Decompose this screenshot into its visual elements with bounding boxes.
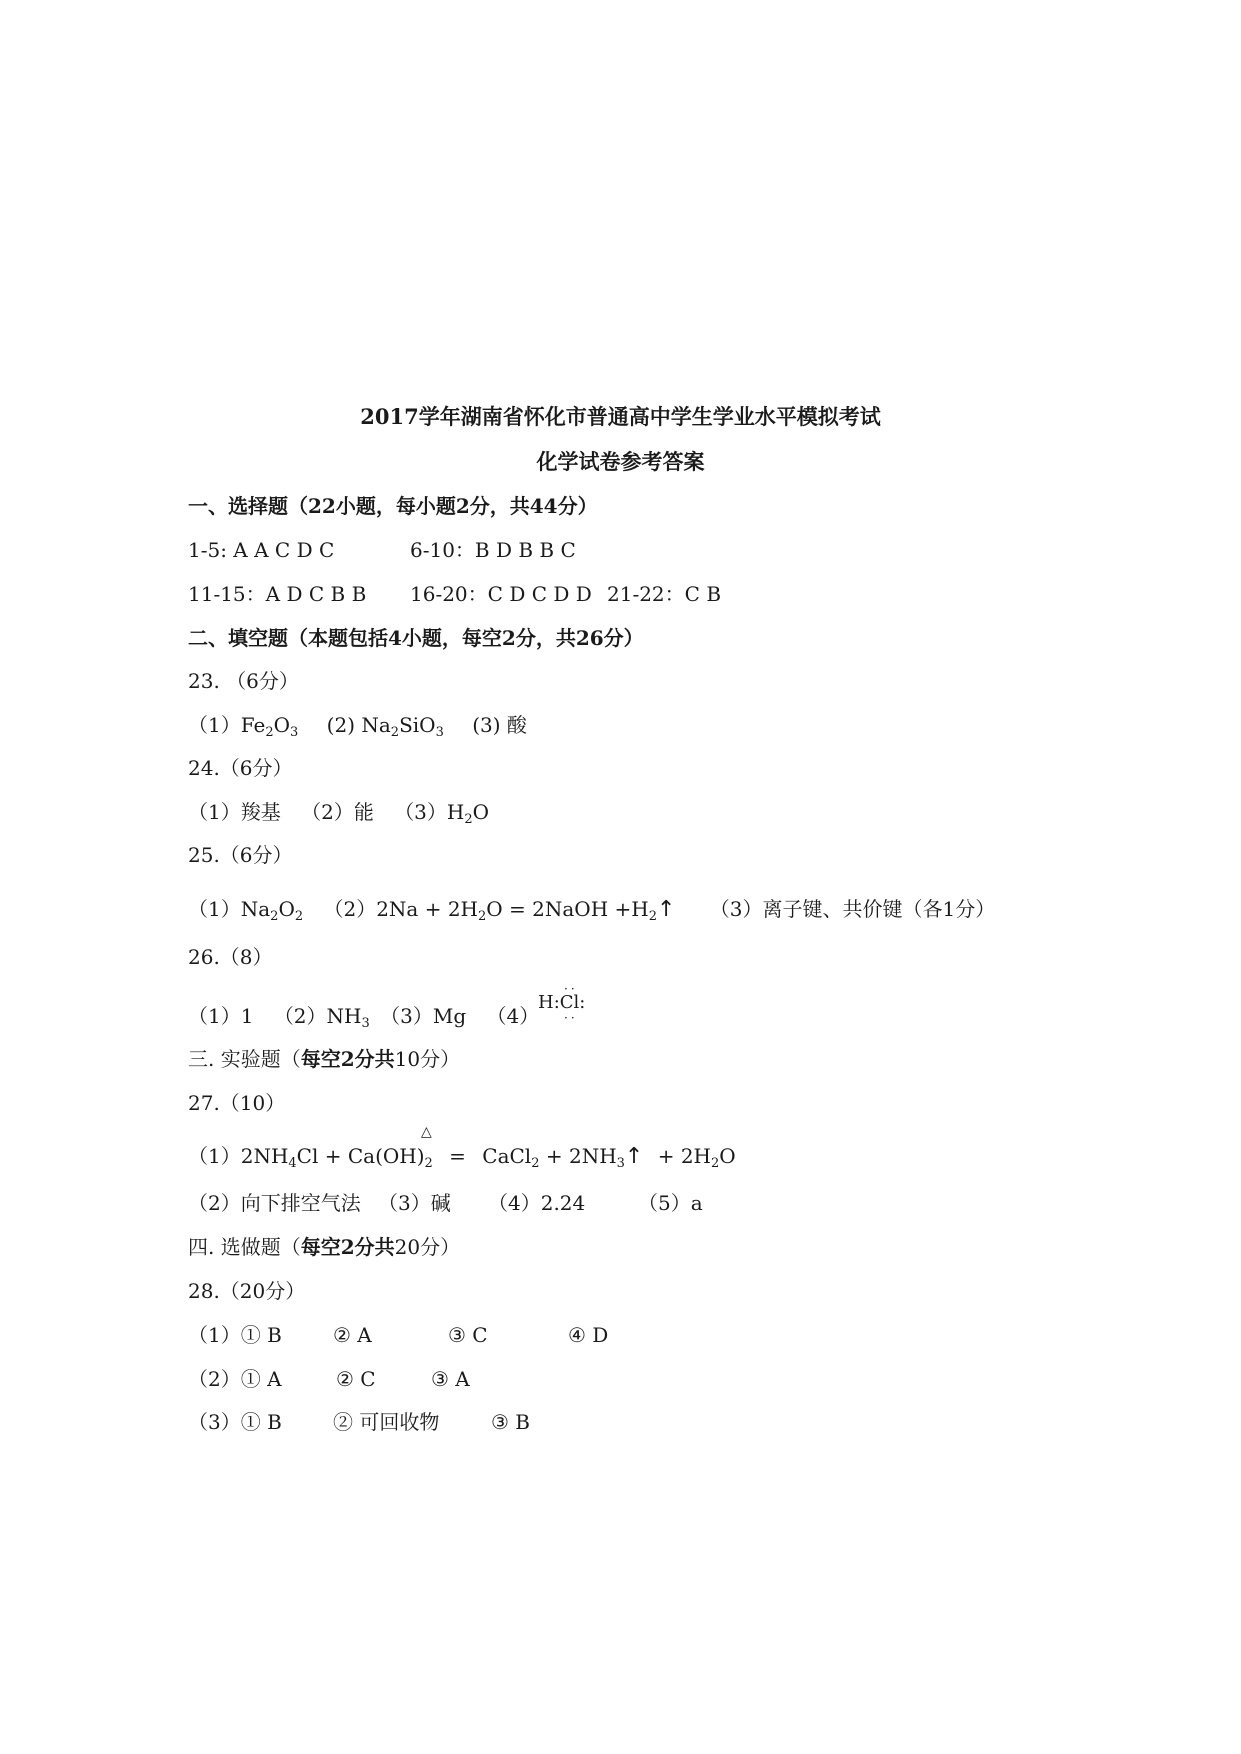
section-1-heading: 一、选择题（22小题，每小题2分，共44分）: [188, 494, 598, 518]
question-25-answer: [188, 896, 995, 923]
q24-part3-cont: O: [472, 800, 490, 824]
answers-16-20: 16-20：C D C D D: [410, 582, 592, 606]
question-27-equation: [188, 1143, 736, 1170]
q27-answer-5: （5）a: [638, 1191, 703, 1215]
section-4-prefix: 四. 选做题（: [188, 1235, 301, 1259]
answers-21-22: 21-22：C B: [607, 582, 722, 606]
q27-product-1: CaCl: [482, 1144, 532, 1168]
q27-product-3: + 2H: [657, 1144, 711, 1168]
subscript: 2: [424, 1156, 433, 1171]
q25-part2: （2）2Na + 2H: [323, 897, 478, 921]
q25-part2-cont: O = 2NaOH +H: [486, 897, 649, 921]
subscript: 2: [294, 909, 304, 924]
q27-answer-3: （3）碱: [378, 1191, 451, 1215]
lone-pair-dots-bottom: ··: [564, 1011, 578, 1025]
q28-3-2: ② 可回收物: [333, 1410, 440, 1434]
q28-1-2: ② A: [333, 1323, 372, 1347]
q28-3-3: ③ B: [491, 1410, 530, 1434]
q28-2-3: ③ A: [431, 1367, 470, 1391]
page-subtitle: 化学试卷参考答案: [536, 449, 705, 474]
section-3-prefix: 三. 实验题（: [188, 1047, 301, 1071]
q23-part1-cont: O: [273, 713, 291, 737]
reaction-equals-sign: =: [449, 1144, 466, 1168]
q28-1-4: ④ D: [568, 1323, 609, 1347]
q27-part1-cont: Cl + Ca(OH): [296, 1144, 425, 1168]
subscript: 2: [270, 909, 279, 924]
answers-6-10: 6-10：B D B B C: [410, 538, 576, 562]
section-3-bold: 每空2分共: [300, 1047, 395, 1071]
question-24-label: 24.（6分）: [188, 756, 293, 780]
q28-1-1: （1）① B: [188, 1323, 282, 1347]
lone-pair-dots-top: ··: [564, 982, 578, 996]
q24-part1: （1）羧基: [188, 800, 281, 824]
q25-part1: （1）Na: [188, 897, 271, 921]
subscript: 2: [531, 1156, 540, 1171]
answers-1-5: 1-5: A A C D C: [188, 538, 335, 562]
q23-part2-cont: SiO: [399, 713, 436, 737]
page-title: 2017学年湖南省怀化市普通高中学生学业水平模拟考试: [360, 404, 881, 429]
section-2-heading: 二、填空题（本题包括4小题，每空2分，共26分）: [188, 626, 644, 650]
subscript: 2: [390, 725, 400, 740]
question-23-answer: [188, 712, 527, 738]
q24-part2: （2）能: [301, 800, 374, 824]
question-28-label: 28.（20分）: [188, 1279, 306, 1303]
subscript: 2: [648, 909, 657, 924]
section-4-suffix: 20分）: [394, 1235, 461, 1259]
gas-arrow-icon: ↑: [624, 1144, 644, 1169]
q26-part3: （3）Mg: [380, 1004, 467, 1028]
q27-part1: （1）2NH: [188, 1144, 289, 1168]
q26-part2: （2）NH: [273, 1004, 362, 1028]
question-24-answer: [188, 799, 489, 825]
subscript: 4: [288, 1156, 297, 1171]
q28-1-3: ③ C: [448, 1323, 488, 1347]
q28-3-1: （3）① B: [188, 1410, 282, 1434]
q27-answer-2: （2）向下排空气法: [188, 1191, 361, 1215]
q28-2-1: （2）① A: [188, 1367, 282, 1391]
q25-part3: （3）离子键、共价键（各1分）: [709, 897, 996, 921]
q27-answer-4: （4）2.24: [488, 1191, 586, 1215]
q23-part1: （1）Fe: [188, 713, 266, 737]
q23-part3: (3) 酸: [472, 713, 527, 737]
subscript: 2: [464, 812, 473, 827]
subscript: 3: [435, 725, 444, 740]
q24-part3: （3）H: [394, 800, 465, 824]
answers-11-15: 11-15：A D C B B: [188, 582, 367, 606]
question-27-label: 27.（10）: [188, 1091, 286, 1115]
question-25-label: 25.（6分）: [188, 843, 293, 867]
q25-part1-cont: O: [278, 897, 295, 921]
section-4-bold: 每空2分共: [300, 1235, 395, 1259]
q28-2-2: ② C: [336, 1367, 376, 1391]
subscript: 2: [711, 1156, 720, 1171]
q23-part2: (2) Na: [326, 713, 391, 737]
subscript: 3: [361, 1016, 370, 1031]
section-3-suffix: 10分）: [394, 1047, 461, 1071]
question-26-answer: [188, 1003, 539, 1029]
q26-part4: （4）: [486, 1004, 540, 1028]
question-26-label: 26.（8）: [188, 945, 273, 969]
subscript: 2: [265, 725, 274, 740]
subscript: 2: [478, 909, 487, 924]
q26-part1: （1）1: [188, 1004, 254, 1028]
hcl-electron-formula: H:Cl:: [538, 992, 586, 1013]
subscript: 3: [290, 725, 299, 740]
gas-arrow-icon: ↑: [656, 897, 676, 922]
q27-product-3-cont: O: [719, 1144, 736, 1168]
section-3-heading: [188, 1046, 460, 1072]
subscript: 3: [616, 1156, 625, 1171]
section-4-heading: [188, 1234, 460, 1260]
q27-product-2: + 2NH: [545, 1144, 617, 1168]
question-23-label: 23. （6分）: [188, 669, 299, 693]
heating-triangle-icon: △: [421, 1124, 432, 1140]
